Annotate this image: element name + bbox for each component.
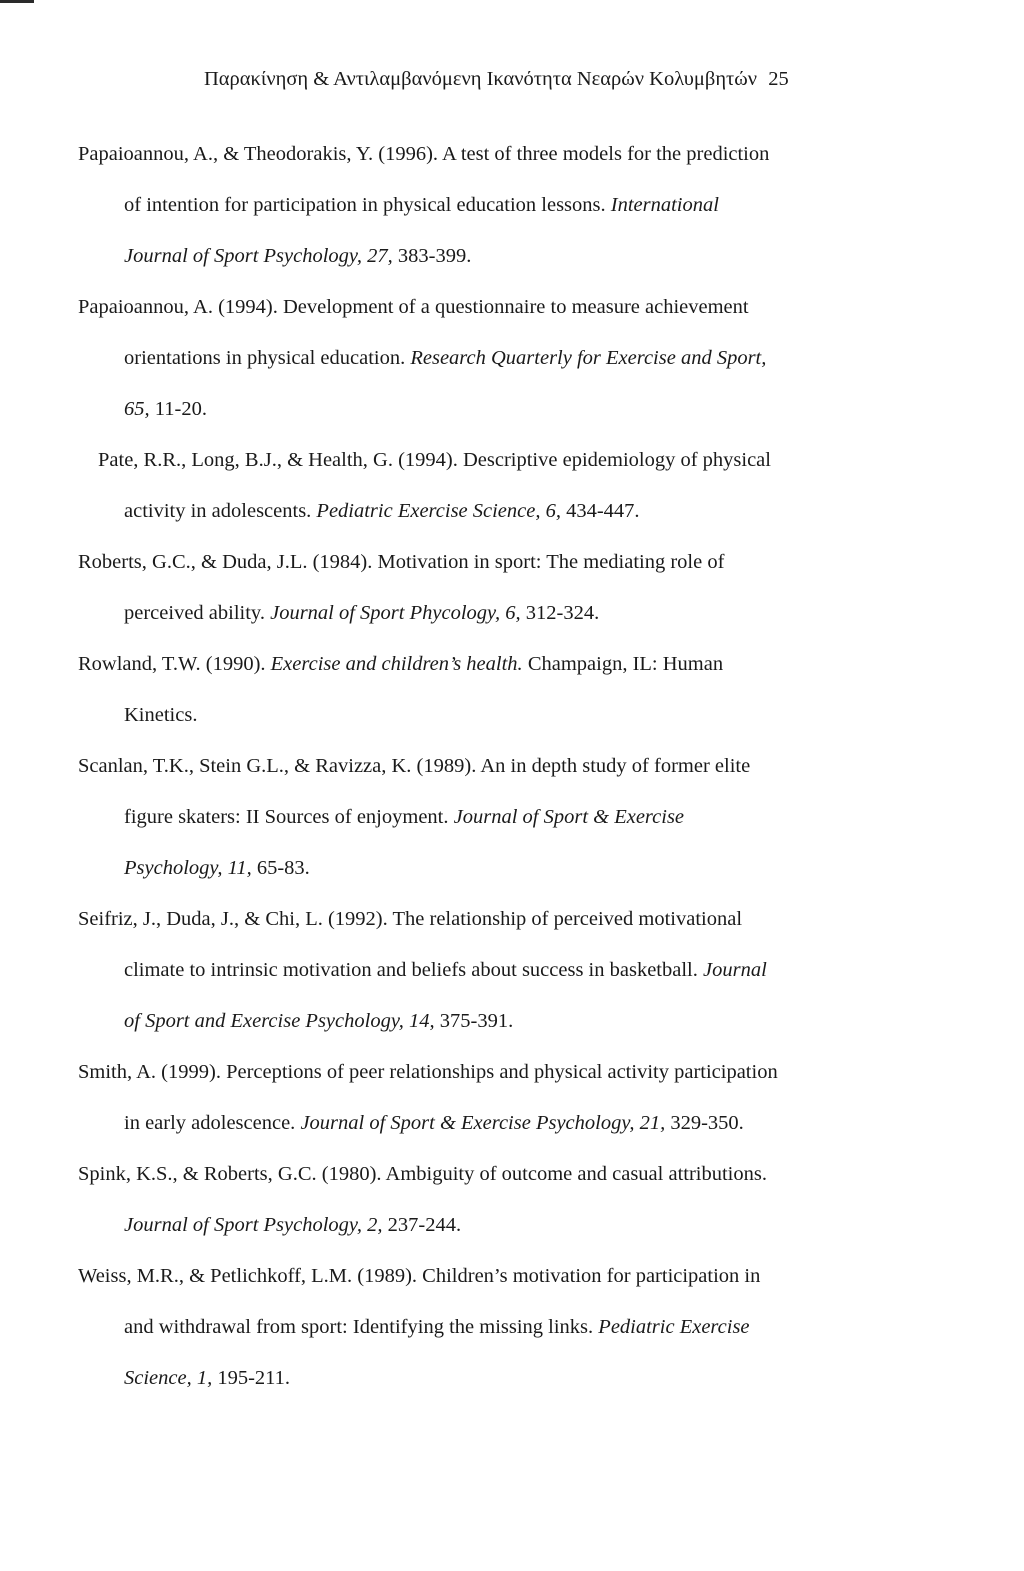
reference-line: Roberts, G.C., & Duda, J.L. (1984). Motivation in sport: The mediating role of <box>78 551 725 573</box>
reference-line: Psychology, 11, 65-83. <box>124 857 310 879</box>
reference-line: Pate, R.R., Long, B.J., & Health, G. (1994). Descriptive epidemiology of physical <box>98 449 771 471</box>
reference-line: Science, 1, 195-211. <box>124 1367 291 1389</box>
running-head <box>204 62 904 96</box>
reference-line: Seifriz, J., Duda, J., & Chi, L. (1992). The relationship of perceived motivational <box>78 908 743 930</box>
scan-corner-mark <box>0 0 34 3</box>
reference-line: and withdrawal from sport: Identifying the missing links. Pediatric Exercise <box>124 1316 750 1338</box>
reference-line: 65, 11-20. <box>124 398 207 420</box>
reference-line: Scanlan, T.K., Stein G.L., & Ravizza, K. (1989). An in depth study of former elite <box>78 755 751 777</box>
reference-line: activity in adolescents. Pediatric Exercise Science, 6, 434-447. <box>124 500 640 522</box>
reference-line: of Sport and Exercise Psychology, 14, 375-391. <box>124 1010 514 1032</box>
reference-list <box>78 129 868 1404</box>
reference-line: Rowland, T.W. (1990). Exercise and children’s health. Champaign, IL: Human <box>78 653 724 675</box>
reference-line: figure skaters: II Sources of enjoyment. Journal of Sport & Exercise <box>124 806 685 828</box>
reference-line: climate to intrinsic motivation and beliefs about success in basketball. Journal <box>124 959 767 981</box>
reference-line: Journal of Sport Psychology, 2, 237-244. <box>124 1214 462 1236</box>
reference-line: Spink, K.S., & Roberts, G.C. (1980). Ambiguity of outcome and casual attributions. <box>78 1163 767 1185</box>
reference-line: perceived ability. Journal of Sport Phycology, 6, 312-324. <box>124 602 600 624</box>
reference-line: of intention for participation in physical education lessons. International <box>124 194 719 216</box>
page-number: 25 <box>768 68 789 90</box>
reference-line: orientations in physical education. Research Quarterly for Exercise and Sport, <box>124 347 767 369</box>
reference-line: Smith, A. (1999). Perceptions of peer relationships and physical activity participation <box>78 1061 778 1083</box>
running-title: Παρακίνηση & Αντιλαμβανόμενη Ικανότητα Νεαρών Κολυμβητών <box>204 68 758 90</box>
reference-line: Weiss, M.R., & Petlichkoff, L.M. (1989). Children’s motivation for participation in <box>78 1265 761 1287</box>
reference-line: Papaioannou, A., & Theodorakis, Y. (1996). A test of three models for the prediction <box>78 143 770 165</box>
reference-line: Kinetics. <box>124 704 198 726</box>
reference-line: in early adolescence. Journal of Sport & Exercise Psychology, 21, 329-350. <box>124 1112 744 1134</box>
reference-line: Journal of Sport Psychology, 27, 383-399. <box>124 245 472 267</box>
reference-line: Papaioannou, A. (1994). Development of a questionnaire to measure achievement <box>78 296 749 318</box>
